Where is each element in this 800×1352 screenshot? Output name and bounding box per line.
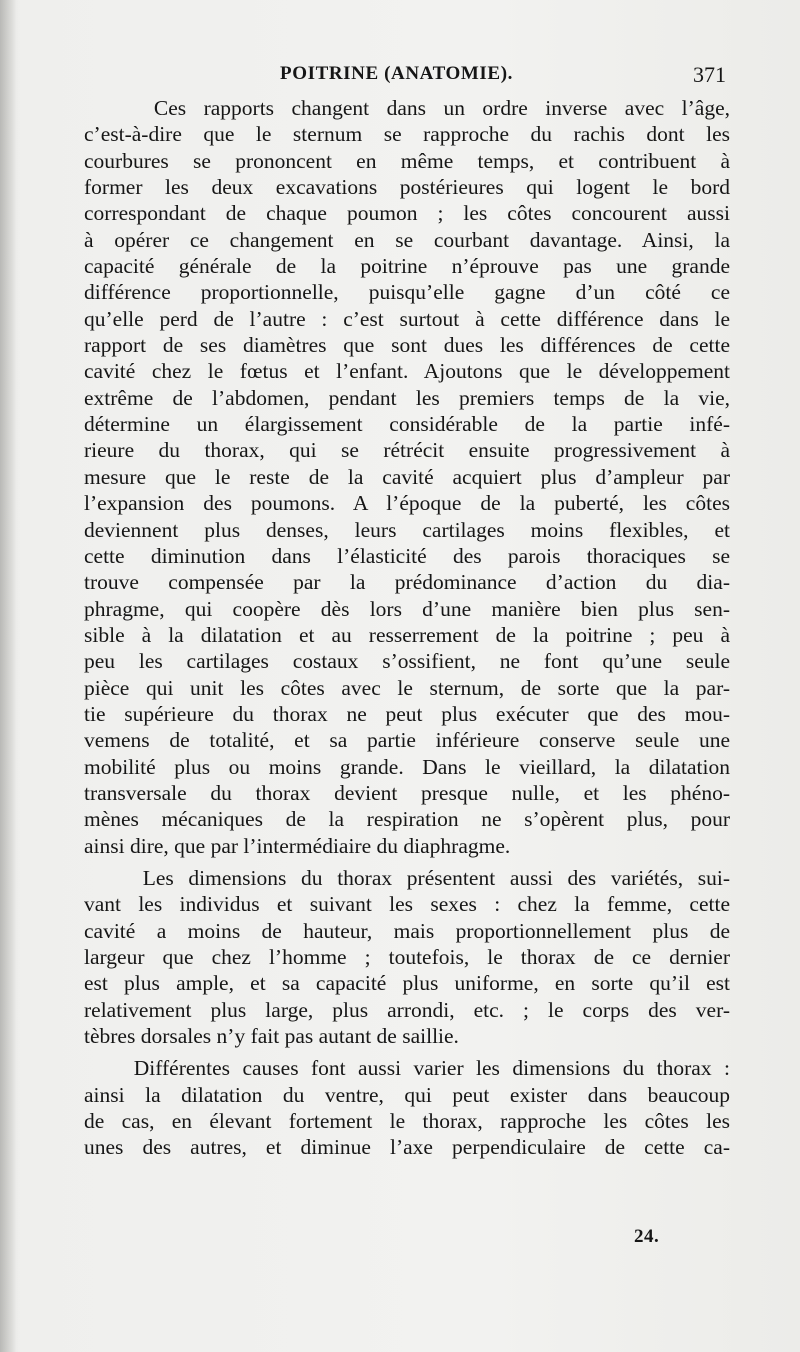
text-line: de cas, en élevant fortement le thorax, rapproche les côtes les (84, 1109, 730, 1134)
paragraph-2 (84, 865, 730, 1049)
text-line: trouve compensée par la prédominance d’action du dia- (84, 570, 730, 595)
text-line: courbures se prononcent en même temps, et contribuent à (84, 148, 730, 173)
text-line: qu’elle perd de l’autre : c’est surtout à cette différence dans le (84, 306, 730, 331)
text-line: différence proportionnelle, puisqu’elle gagne d’un côté ce (84, 280, 730, 305)
text-line: peu les cartilages costaux s’ossifient, ne font qu’une seule (84, 649, 730, 674)
running-head: POITRINE (ANATOMIE). (280, 63, 513, 84)
text-line: sible à la dilatation et au resserrement de la poitrine ; peu à (84, 622, 730, 647)
paragraph-3 (84, 1055, 730, 1160)
text-line: tèbres dorsales n’y fait pas autant de saillie. (84, 1024, 459, 1049)
text-line: mesure que le reste de la cavité acquiert plus d’ampleur par (84, 464, 730, 489)
text-line: mènes mécaniques de la respiration ne s’opèrent plus, pour (84, 807, 730, 832)
text-line: pièce qui unit les côtes avec le sternum, de sorte que la par- (84, 675, 730, 700)
page-number: 371 (693, 62, 726, 87)
text-line: cavité chez le fœtus et l’enfant. Ajoutons que le développement (84, 359, 730, 384)
text-line: unes des autres, et diminue l’axe perpendiculaire de cette ca- (84, 1135, 730, 1160)
text-line: cette diminution dans l’élasticité des parois thoraciques se (84, 543, 730, 568)
page-header (84, 62, 730, 92)
text-line: largeur que chez l’homme ; toutefois, le thorax de ce dernier (84, 945, 730, 969)
text-line: former les deux excavations postérieures qui logent le bord (84, 175, 730, 200)
spine-shadow (0, 0, 16, 1352)
text-line: extrême de l’abdomen, pendant les premiers temps de la vie, (84, 385, 730, 410)
text-line: vant les individus et suivant les sexes : chez la femme, cette (84, 892, 730, 917)
text-line: Les dimensions du thorax présentent aussi des variétés, sui- (84, 865, 730, 890)
text-line: transversale du thorax devient presque nulle, et les phéno- (84, 780, 730, 805)
text-line: c’est-à-dire que le sternum se rapproche du rachis dont les (84, 122, 730, 147)
text-line: phragme, qui coopère dès lors d’une manière bien plus sen- (84, 596, 730, 621)
text-line: cavité a moins de hauteur, mais proportionnellement plus de (84, 918, 730, 943)
text-line: capacité générale de la poitrine n’éprouve pas une grande (84, 254, 730, 279)
text-line: rieure du thorax, qui se rétrécit ensuite progressivement à (84, 438, 730, 463)
text-line: vemens de totalité, et sa partie inférieure conserve seule une (84, 728, 730, 753)
text-line: Ces rapports changent dans un ordre inverse avec l’âge, (84, 96, 730, 120)
text-line: relativement plus large, plus arrondi, etc. ; le corps des ver- (84, 997, 730, 1022)
text-line: rapport de ses diamètres que sont dues les différences de cette (84, 333, 730, 358)
text-line: détermine un élargissement considérable de la partie infé- (84, 412, 730, 437)
text-line: mobilité plus ou moins grande. Dans le vieillard, la dilatation (84, 754, 730, 779)
text-line: deviennent plus denses, leurs cartilages moins flexibles, et (84, 517, 730, 542)
text-line: est plus ample, et sa capacité plus uniforme, en sorte qu’il est (84, 971, 730, 996)
text-line: à opérer ce changement en se courbant davantage. Ainsi, la (84, 227, 730, 252)
text-line: ainsi dire, que par l’intermédiaire du diaphragme. (84, 833, 511, 858)
signature-mark: 24. (634, 1226, 660, 1247)
text-line: tie supérieure du thorax ne peut plus exécuter que des mou- (84, 701, 730, 726)
body-text (84, 95, 730, 1161)
text-line: Différentes causes font aussi varier les dimensions du thorax : (84, 1056, 730, 1081)
paragraph-1 (84, 95, 730, 859)
text-line: ainsi la dilatation du ventre, qui peut exister dans beaucoup (84, 1082, 730, 1107)
text-line: correspondant de chaque poumon ; les côtes concourent aussi (84, 201, 730, 226)
text-line: l’expansion des poumons. A l’époque de la puberté, les côtes (84, 491, 730, 516)
